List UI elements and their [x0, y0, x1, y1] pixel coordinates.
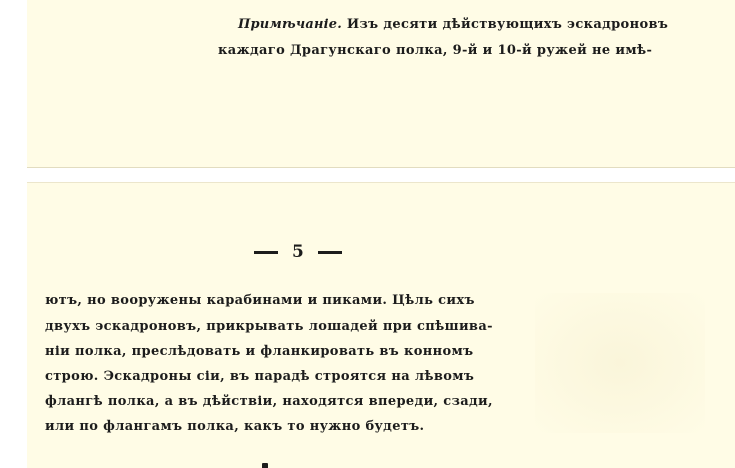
- body-line-1: ютъ, но вооружены карабинами и пиками. Цѣль сихъ: [45, 293, 475, 308]
- page-number-value: 5: [292, 242, 304, 262]
- page-number: [240, 242, 356, 262]
- page-gap: [0, 168, 735, 182]
- note-line-1-text: Изъ десяти дѣйствующихъ эскадроновъ: [341, 17, 669, 32]
- page-top: [27, 0, 735, 168]
- body-line-2: двухъ эскадроновъ, прикрывать лошадей при спѣшива-: [45, 319, 493, 334]
- body-line-5: флангѣ полка, а въ дѣйствіи, находятся впереди, сзади,: [45, 394, 493, 409]
- body-line-6: или по флангамъ полка, какъ то нужно будетъ.: [45, 419, 425, 434]
- dash-right: [318, 251, 342, 254]
- paper-stain: [535, 293, 705, 433]
- cut-off-glyph: [262, 463, 268, 468]
- body-line-3: ніи полка, преслѣдовать и фланкировать въ конномъ: [45, 344, 474, 359]
- page-bottom: [27, 182, 735, 468]
- body-line-4: строю. Эскадроны сіи, въ парадѣ строятся на лѣвомъ: [45, 369, 475, 384]
- note-line-2: каждаго Драгунскаго полка, 9-й и 10-й ружей не имѣ-: [218, 43, 653, 58]
- note-label: Примѣчаніе.: [238, 17, 342, 32]
- dash-left: [254, 251, 278, 254]
- note-line-1: [238, 17, 668, 32]
